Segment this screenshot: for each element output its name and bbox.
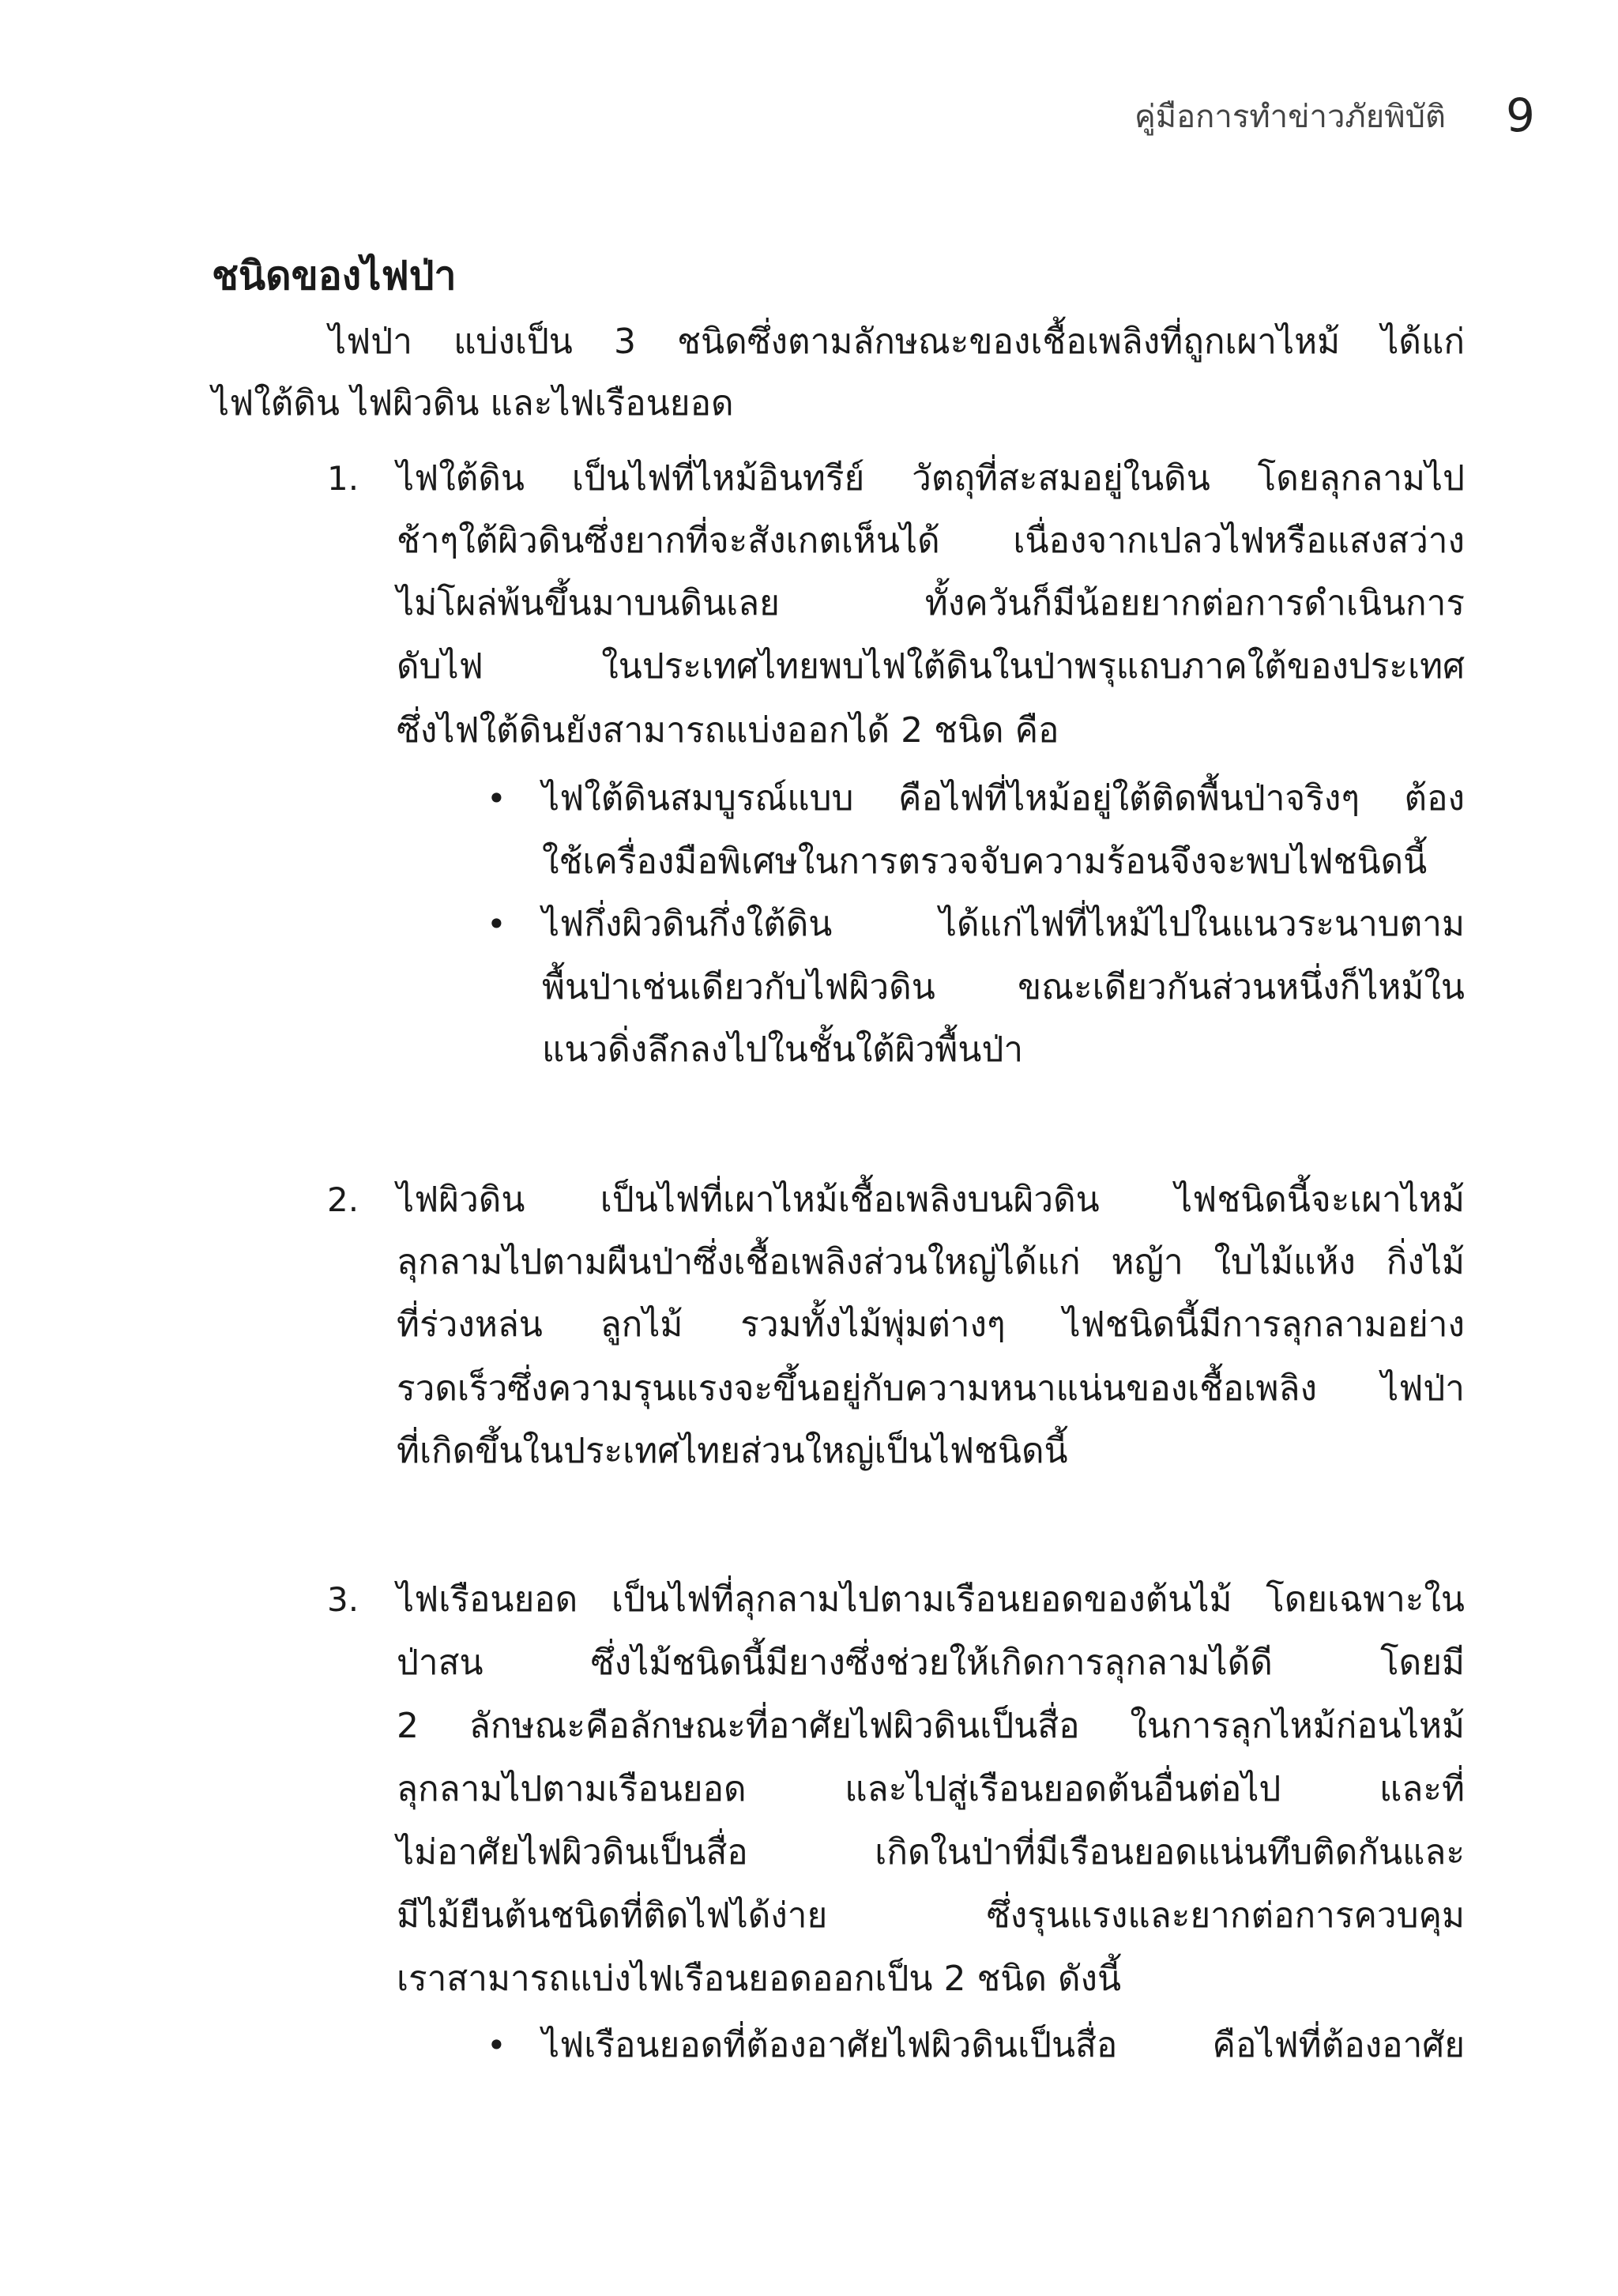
list-item-line: ลุกลามไปตามผืนป่าซึ่งเชื้อเพลิงส่วนใหญ่ได้แก่ หญ้า ใบไม้แห้ง กิ่งไม้ [397, 1242, 1465, 1282]
list-item-line: มีไม้ยืนต้นชนิดที่ติดไฟได้ง่าย ซึ่งรุนแรงและยากต่อการควบคุม [397, 1895, 1465, 1936]
page-number: 9 [1506, 88, 1535, 142]
running-header-title: คู่มือการทำข่าวภัยพิบัติ [1134, 99, 1446, 135]
list-item-line: ป่าสน ซึ่งไม้ชนิดนี้มียางซึ่งช่วยให้เกิดการลุกลามได้ดี โดยมี [397, 1643, 1465, 1683]
list-item-line: ซึ่งไฟใต้ดินยังสามารถแบ่งออกได้ 2 ชนิด คือ [397, 710, 1059, 751]
list-item-line: รวดเร็วซึ่งความรุนแรงจะขึ้นอยู่กับความหนาแน่นของเชื้อเพลิง ไฟป่า [397, 1368, 1465, 1409]
bullet-marker: • [487, 905, 506, 943]
list-item-line: ไฟเรือนยอด เป็นไฟที่ลุกลามไปตามเรือนยอดของต้นไม้ โดยเฉพาะใน [397, 1579, 1465, 1620]
list-marker: 3. [327, 1580, 359, 1619]
intro-line: ไฟใต้ดิน ไฟผิวดิน และไฟเรือนยอด [212, 383, 734, 423]
list-item-line: เราสามารถแบ่งไฟเรือนยอดออกเป็น 2 ชนิด ดังนี้ [397, 1959, 1122, 1999]
list-item-line: ดับไฟ ในประเทศไทยพบไฟใต้ดินในป่าพรุแถบภาคใต้ของประเทศ [397, 646, 1465, 687]
bullet-marker: • [487, 2026, 506, 2065]
bullet-line: ไฟใต้ดินสมบูรณ์แบบ คือไฟที่ไหม้อยู่ใต้ติดพื้นป่าจริงๆ ต้อง [542, 778, 1465, 819]
list-item-line: ไม่โผล่พ้นขึ้นมาบนดินเลย ทั้งควันก็มีน้อยยากต่อการดำเนินการ [397, 583, 1465, 623]
list-marker: 1. [327, 459, 359, 498]
list-item-line: 2 ลักษณะคือลักษณะที่อาศัยไฟผิวดินเป็นสื่อ ในการลุกไหม้ก่อนไหม้ [397, 1706, 1465, 1746]
list-item-line: ไม่อาศัยไฟผิวดินเป็นสื่อ เกิดในป่าที่มีเรือนยอดแน่นทึบติดกันและ [397, 1832, 1465, 1873]
bullet-line: พื้นป่าเช่นเดียวกับไฟผิวดิน ขณะเดียวกันส่วนหนึ่งก็ไหม้ใน [542, 967, 1465, 1007]
list-marker: 2. [327, 1180, 359, 1219]
list-item-line: ลุกลามไปตามเรือนยอด และไปสู่เรือนยอดต้นอื่นต่อไป และที่ [397, 1769, 1465, 1809]
list-item-line: ไฟใต้ดิน เป็นไฟที่ไหม้อินทรีย์ วัตถุที่สะสมอยู่ในดิน โดยลุกลามไป [397, 458, 1465, 499]
list-item-line: ที่เกิดขึ้นในประเทศไทยส่วนใหญ่เป็นไฟชนิดนี้ [397, 1431, 1068, 1471]
bullet-line: ไฟกึ่งผิวดินกึ่งใต้ดิน ได้แก่ไฟที่ไหม้ไปในแนวระนาบตาม [542, 904, 1465, 944]
bullet-line: แนวดิ่งลึกลงไปในชั้นใต้ผิวพื้นป่า [542, 1029, 1024, 1070]
list-item-line: ที่ร่วงหล่น ลูกไม้ รวมทั้งไม้พุ่มต่างๆ ไฟชนิดนี้มีการลุกลามอย่าง [397, 1304, 1465, 1345]
bullet-line: ไฟเรือนยอดที่ต้องอาศัยไฟผิวดินเป็นสื่อ คือไฟที่ต้องอาศัย [542, 2025, 1465, 2065]
intro-line: ไฟป่า แบ่งเป็น 3 ชนิดซึ่งตามลักษณะของเชื้อเพลิงที่ถูกเผาไหม้ ได้แก่ [329, 322, 1465, 362]
bullet-marker: • [487, 779, 506, 818]
bullet-line: ใช้เครื่องมือพิเศษในการตรวจจับความร้อนจึงจะพบไฟชนิดนี้ [542, 841, 1428, 882]
list-item-line: ช้าๆใต้ผิวดินซึ่งยากที่จะสังเกตเห็นได้ เนื่องจากเปลวไฟหรือแสงสว่าง [397, 521, 1465, 561]
section-heading: ชนิดของไฟป่า [212, 253, 457, 299]
list-item-line: ไฟผิวดิน เป็นไฟที่เผาไหม้เชื้อเพลิงบนผิวดิน ไฟชนิดนี้จะเผาไหม้ [397, 1180, 1465, 1220]
